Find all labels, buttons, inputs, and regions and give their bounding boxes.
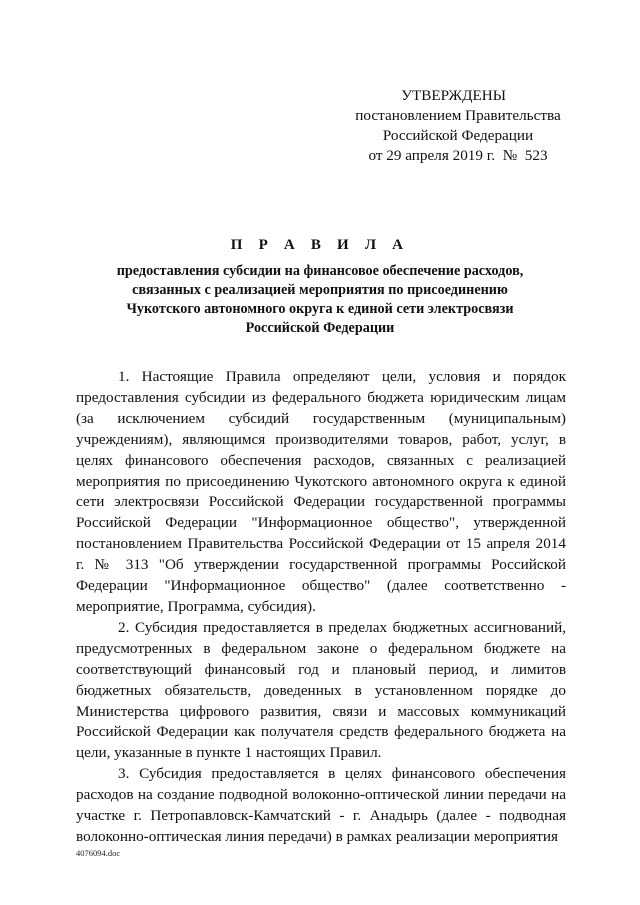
subtitle-line-3: Чукотского автономного округа к единой сети электросвязи xyxy=(126,301,514,317)
document-title: П Р А В И Л А xyxy=(230,237,410,253)
subtitle-line-4: Российской Федерации xyxy=(245,320,395,336)
file-code: 4076094.doc xyxy=(76,848,121,858)
approval-block xyxy=(340,86,576,166)
approval-line-1: постановлением Правительства xyxy=(355,107,561,124)
document-body xyxy=(76,367,566,848)
paragraph-2: 2. Субсидия предоставляется в пределах бюджетных ассигнований, предусмотренных в федеральном законе о федеральном бюджете на соответствующий финансовый год и плановый период, и лимитов бюджетных обязательств, доведенных в установленном порядке до Министерства цифрового развития, связи и массовых коммуникаций Российской Федерации как получателя средств федерального бюджета на цели, указанные в пункте 1 настоящих Правил. xyxy=(76,618,566,762)
document-subtitle xyxy=(95,262,545,338)
subtitle-line-1: предоставления субсидии на финансовое обеспечение расходов, xyxy=(116,263,524,279)
subtitle-line-2: связанных с реализацией мероприятия по присоединению xyxy=(132,282,508,298)
approval-heading: УТВЕРЖДЕНЫ xyxy=(401,87,506,104)
approval-line-2: Российской Федерации xyxy=(382,127,534,144)
paragraph-1: 1. Настоящие Правила определяют цели, условия и порядок предоставления субсидии из федерального бюджета юридическим лицам (за исключением субсидий государственным (муниципальным) учреждениям), являющимся производителями товаров, работ, услуг, в целях финансового обеспечения расходов, связанных с реализацией мероприятия по присоединению Чукотского автономного округа к единой сети электросвязи Российской Федерации государственной программы Российской Федерации "Информационное общество", утвержденной постановлением Правительства Российской Федерации от 15 апреля 2014 г. № 313 "Об утверждении государственной программы Российской Федерации "Информационное общество" (далее соответственно - мероприятие, Программа, субсидия). xyxy=(76,368,566,615)
paragraph-3: 3. Субсидия предоставляется в целях финансового обеспечения расходов на создание подводной волоконно-оптической линии передачи на участке г. Петропавловск-Камчатский - г. Анадырь (далее - подводная волоконно-оптическая линия передачи) в рамках реализации мероприятия xyxy=(76,765,566,845)
approval-line-3: от 29 апреля 2019 г. № 523 xyxy=(368,147,548,164)
